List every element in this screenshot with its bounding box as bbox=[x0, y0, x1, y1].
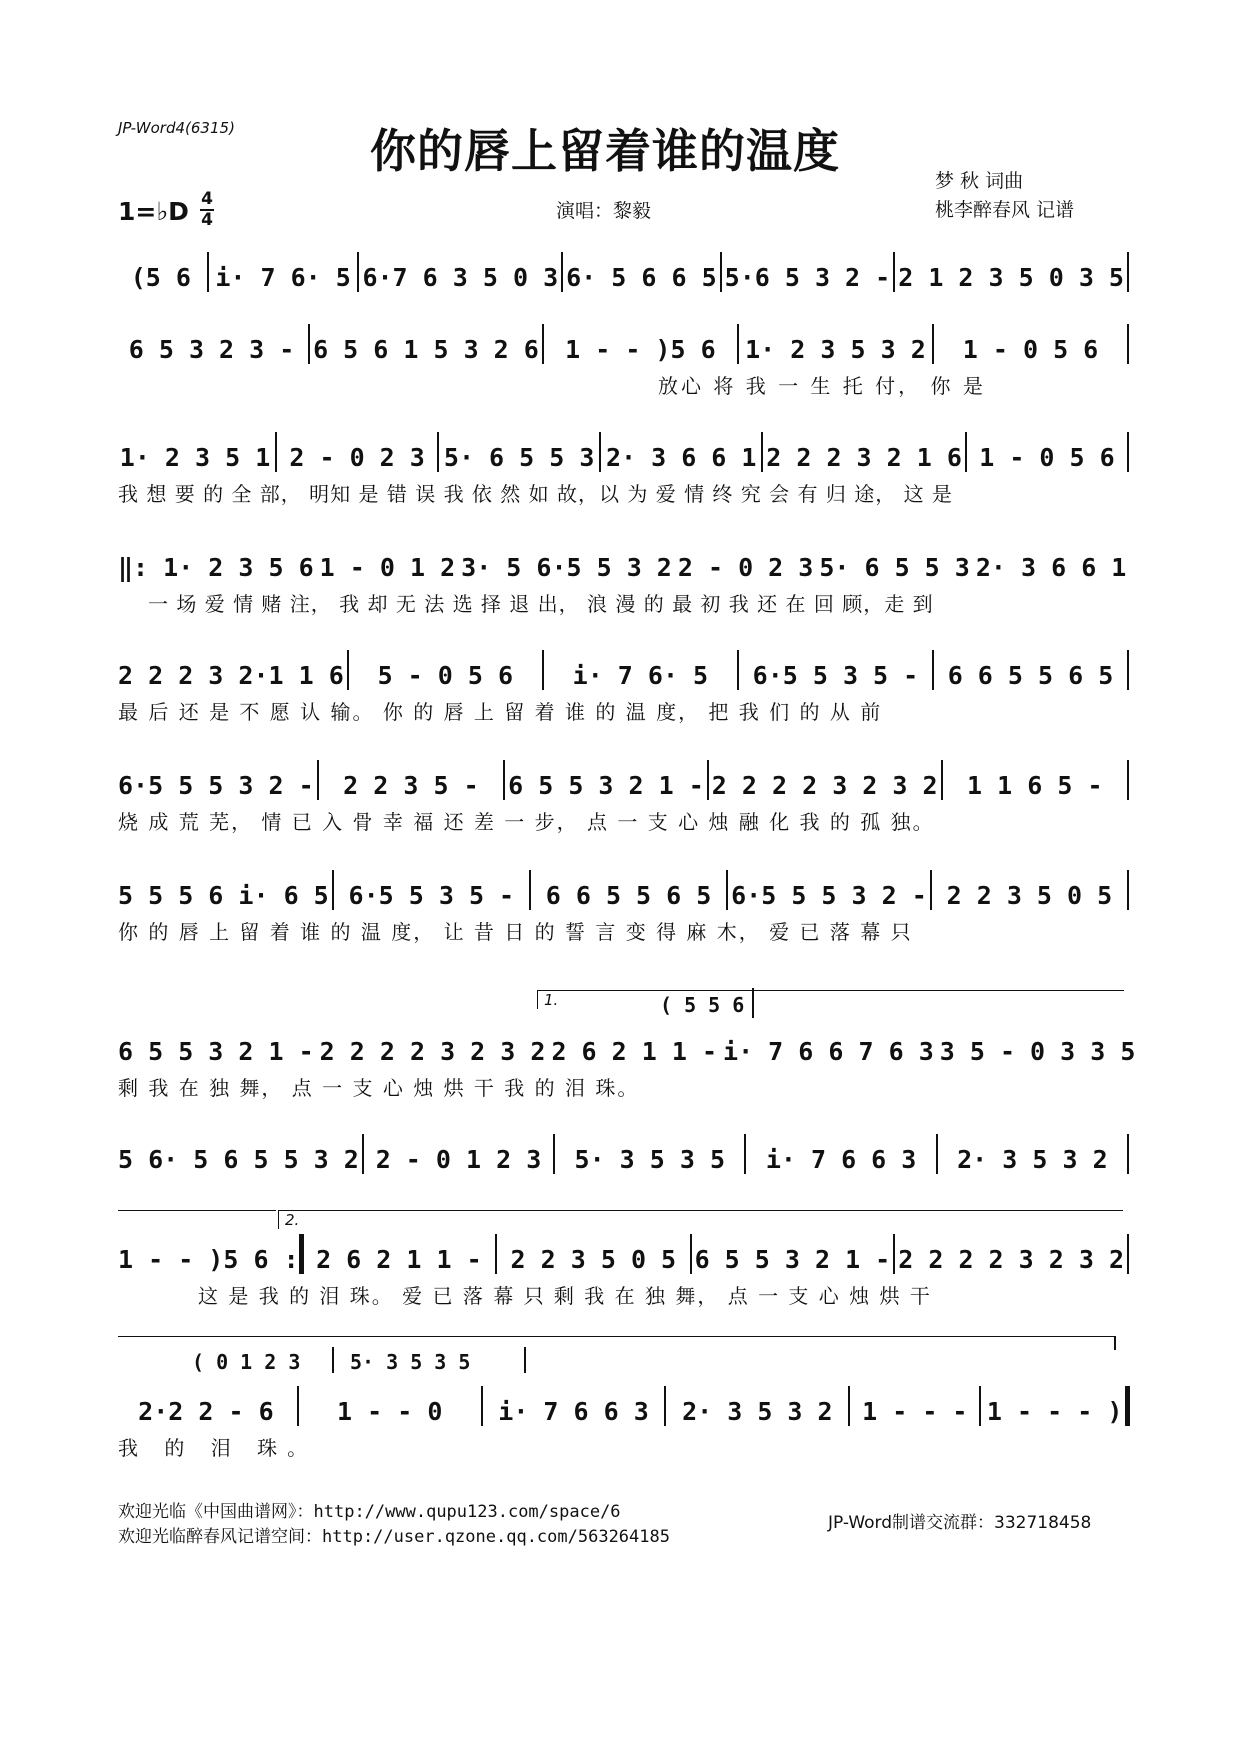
volta-1-aside: ( 5 5 6 bbox=[660, 993, 745, 1017]
footer-link-qzone[interactable]: 欢迎光临醉春风记谱空间：http://user.qzone.qq.com/563264185 bbox=[118, 1527, 670, 1547]
barline bbox=[1127, 324, 1129, 364]
barline bbox=[761, 432, 763, 472]
barline bbox=[553, 1134, 555, 1174]
barline bbox=[941, 760, 943, 800]
barline bbox=[542, 650, 544, 690]
key-signature: 1=♭D bbox=[118, 197, 189, 226]
measure: 1· 2 3 5 3 2 bbox=[745, 335, 926, 364]
measure: 2 2 3 5 - bbox=[343, 771, 479, 800]
transcriber: 桃李醉春风 记谱 bbox=[935, 199, 1075, 221]
measure: 1 - - - ) bbox=[986, 1397, 1123, 1426]
measure: 6 5 5 3 2 1 - bbox=[694, 1245, 891, 1274]
volta-1-continuation bbox=[118, 1210, 276, 1211]
lyrics-line: 一 场 爱 情 赌 注， 我 却 无 法 选 择 退 出， 浪 漫 的 最 初 我 还 在 回 顾，走 到 bbox=[148, 592, 934, 616]
barline bbox=[848, 1386, 850, 1426]
lyrics-line: 放心 将 我 一 生 托 付， 你 是 bbox=[658, 374, 986, 398]
measure: 5·6 5 3 2 - bbox=[724, 263, 891, 292]
volta-1-bracket bbox=[537, 990, 1124, 1009]
measure: 1 - - )5 6 : bbox=[118, 1245, 299, 1274]
measure: 1 1 6 5 - bbox=[967, 771, 1103, 800]
barline bbox=[726, 870, 728, 910]
barline bbox=[542, 324, 544, 364]
barline bbox=[599, 432, 601, 472]
measure: 2· 3 6 6 1 bbox=[975, 553, 1127, 582]
barline bbox=[932, 650, 934, 690]
measure: 2 2 2 2 3 2 3 2 bbox=[319, 1037, 546, 1066]
barline bbox=[744, 1134, 746, 1174]
score-row-9 bbox=[118, 1128, 1132, 1174]
footer-link-qupu[interactable]: 欢迎光临《中国曲谱网》：http://www.qupu123.com/space/6 bbox=[118, 1502, 621, 1522]
measure: 2 6 2 1 1 - bbox=[316, 1245, 482, 1274]
measure: 5 - 0 5 6 bbox=[377, 661, 514, 690]
bracket-line-end bbox=[1114, 1336, 1116, 1350]
measure: 2 2 2 2 3 2 3 2 bbox=[711, 771, 938, 800]
score-row-3 bbox=[118, 426, 1132, 507]
measure: 2 - 0 2 3 bbox=[677, 553, 814, 582]
barline bbox=[207, 252, 209, 292]
score-row-6 bbox=[118, 754, 1132, 835]
final-barline bbox=[1125, 1386, 1130, 1426]
measure: 6·5 5 5 3 2 - bbox=[118, 771, 314, 800]
lyrics-line: 我 的 泪 珠。 bbox=[118, 1436, 318, 1460]
barline bbox=[437, 432, 439, 472]
measure: 3· 5 6·5 5 3 2 bbox=[461, 553, 672, 582]
score-row-8 bbox=[118, 1020, 1136, 1101]
measure: 2 - 0 2 3 bbox=[289, 443, 425, 472]
lyrics-line: 剩 我 在 独 舞， 点 一 支 心 烛 烘 干 我 的 泪 珠。 bbox=[118, 1076, 640, 1100]
barline bbox=[752, 988, 754, 1018]
barline bbox=[893, 252, 895, 292]
measure: 2 6 2 1 1 - bbox=[551, 1037, 718, 1066]
measure: 6·5 5 5 3 2 - bbox=[731, 881, 927, 910]
volta-1-label: 1. bbox=[544, 991, 559, 1009]
barline bbox=[1127, 1134, 1129, 1174]
measure: 2 - 0 1 2 3 bbox=[375, 1145, 542, 1174]
score-row-11 bbox=[118, 1380, 1132, 1461]
barline bbox=[1127, 650, 1129, 690]
lyrics-line: 我 想 要 的 全 部， 明知 是 错 误 我 依 然 如 故，以 为 爱 情 终 究 会 有 归 途， 这 是 bbox=[118, 482, 953, 506]
barline bbox=[930, 870, 932, 910]
barline bbox=[308, 324, 310, 364]
measure: 2 2 3 5 0 5 bbox=[946, 881, 1113, 910]
measure: 6 5 5 3 2 1 - bbox=[508, 771, 704, 800]
measure: 2 2 2 2 3 2 3 2 bbox=[898, 1245, 1125, 1274]
measure: 5 5 5 6 i· 6 5 bbox=[118, 881, 329, 910]
measure: i· 7 6 6 7 6 3 bbox=[723, 1037, 934, 1066]
measure: 1· 2 3 5 1 bbox=[119, 443, 271, 472]
barline bbox=[1127, 1234, 1129, 1274]
lyrics-line: 最 后 还 是 不 愿 认 输。 你 的 唇 上 留 着 谁 的 温 度， 把 我 们 的 从 前 bbox=[118, 700, 883, 724]
barline bbox=[720, 252, 722, 292]
barline bbox=[707, 760, 709, 800]
volta-2-bracket bbox=[278, 1210, 1123, 1229]
measure: 5 6· 5 6 5 5 3 2 bbox=[118, 1145, 359, 1174]
barline bbox=[495, 1234, 497, 1274]
singer: 演唱：黎毅 bbox=[556, 200, 652, 222]
score-row-2 bbox=[118, 318, 1132, 399]
measure: 6 5 5 3 2 1 - bbox=[118, 1037, 314, 1066]
score-row-10 bbox=[118, 1228, 1132, 1309]
aside-notes: 5· 3 5 3 5 bbox=[350, 1350, 471, 1374]
aside-notes: ( 0 1 2 3 bbox=[192, 1350, 301, 1374]
measure: 6 5 3 2 3 - bbox=[128, 335, 295, 364]
measure: 2· 3 5 3 2 bbox=[682, 1397, 833, 1426]
barline bbox=[347, 650, 349, 690]
measure: 1 - 0 1 2 bbox=[319, 553, 456, 582]
measure: i· 7 6· 5 bbox=[215, 263, 351, 292]
measure: 3 5 - 0 3 3 5 bbox=[939, 1037, 1136, 1066]
measure: i· 7 6 6 3 bbox=[498, 1397, 649, 1426]
barline bbox=[481, 1386, 483, 1426]
measure: 2·2 2 - 6 bbox=[138, 1397, 274, 1426]
measure: 6 5 6 1 5 3 2 6 bbox=[313, 335, 539, 364]
measure: 2 2 2 3 2·1 1 6 bbox=[118, 661, 344, 690]
measure: 5· 6 5 5 3 bbox=[819, 553, 970, 582]
measure: 1 - - )5 6 bbox=[565, 335, 716, 364]
meter-bottom: 4 bbox=[201, 210, 213, 230]
measure: (5 6 bbox=[130, 263, 191, 292]
barline bbox=[737, 650, 739, 690]
lyricist-composer: 梦 秋 词曲 bbox=[935, 170, 1024, 192]
score-row-7 bbox=[118, 864, 1132, 945]
barline bbox=[357, 252, 359, 292]
barline bbox=[503, 760, 505, 800]
barline bbox=[664, 1386, 666, 1426]
measure: 1 - 0 5 6 bbox=[962, 335, 1099, 364]
barline bbox=[1127, 760, 1129, 800]
bracket-line bbox=[118, 1336, 1114, 1337]
measure: 1 - - 0 bbox=[337, 1397, 443, 1426]
barline bbox=[332, 870, 334, 910]
score-row-4 bbox=[118, 536, 1132, 617]
barline bbox=[965, 432, 967, 472]
measure: i· 7 6 6 3 bbox=[765, 1145, 917, 1174]
measure: 5· 6 5 5 3 bbox=[443, 443, 595, 472]
measure: 1 - - - bbox=[862, 1397, 968, 1426]
barline bbox=[690, 1234, 692, 1274]
song-title: 你的唇上留着谁的温度 bbox=[370, 124, 840, 178]
barline bbox=[893, 1234, 895, 1274]
measure: 1 - 0 5 6 bbox=[979, 443, 1115, 472]
barline bbox=[332, 1347, 334, 1373]
barline bbox=[529, 870, 531, 910]
barline bbox=[275, 432, 277, 472]
measure: 2· 3 5 3 2 bbox=[957, 1145, 1108, 1174]
lyrics-line: 你 的 唇 上 留 着 谁 的 温 度， 让 昔 日 的 誓 言 变 得 麻 木， 爱 已 落 幕 只 bbox=[118, 920, 913, 944]
barline bbox=[561, 252, 563, 292]
measure: 6· 5 6 6 5 bbox=[566, 263, 717, 292]
barline bbox=[317, 760, 319, 800]
measure: i· 7 6· 5 bbox=[572, 661, 709, 690]
measure: 6·5 5 3 5 - bbox=[348, 881, 515, 910]
barline bbox=[362, 1134, 364, 1174]
measure: 2 2 3 5 0 5 bbox=[510, 1245, 677, 1274]
measure: 6·7 6 3 5 0 3 bbox=[362, 263, 559, 292]
barline bbox=[1127, 432, 1129, 472]
measure: 2 2 2 3 2 1 6 bbox=[766, 443, 962, 472]
measure: 6 6 5 5 6 5 bbox=[947, 661, 1114, 690]
score-row-1 bbox=[118, 246, 1132, 292]
measure: 6·5 5 3 5 - bbox=[752, 661, 919, 690]
repeat-end-barline bbox=[299, 1234, 304, 1274]
barline bbox=[1127, 870, 1129, 910]
measure: 5· 3 5 3 5 bbox=[574, 1145, 726, 1174]
measure: 2· 3 6 6 1 bbox=[605, 443, 757, 472]
barline bbox=[979, 1386, 981, 1426]
barline bbox=[524, 1347, 526, 1373]
time-signature bbox=[200, 190, 214, 230]
barline bbox=[1127, 252, 1129, 292]
software-label: JP-Word4(6315) bbox=[118, 119, 235, 137]
measure: ‖: 1· 2 3 5 6 bbox=[118, 553, 314, 582]
barline bbox=[297, 1386, 299, 1426]
barline bbox=[932, 324, 934, 364]
barline bbox=[737, 324, 739, 364]
lyrics-line: 烧 成 荒 芜， 情 已 入 骨 幸 福 还 差 一 步， 点 一 支 心 烛 融 化 我 的 孤 独。 bbox=[118, 810, 935, 834]
qq-group: JP-Word制谱交流群：332718458 bbox=[828, 1513, 1092, 1533]
barline bbox=[936, 1134, 938, 1174]
meter-top: 4 bbox=[201, 189, 213, 209]
score-row-5 bbox=[118, 644, 1132, 725]
lyrics-line: 这 是 我 的 泪 珠。 爱 已 落 幕 只 剩 我 在 独 舞， 点 一 支 心 烛 烘 干 bbox=[198, 1284, 932, 1308]
measure: 2 1 2 3 5 0 3 5 bbox=[898, 263, 1124, 292]
volta-2-label: 2. bbox=[285, 1211, 300, 1229]
measure: 6 6 5 5 6 5 bbox=[545, 881, 712, 910]
